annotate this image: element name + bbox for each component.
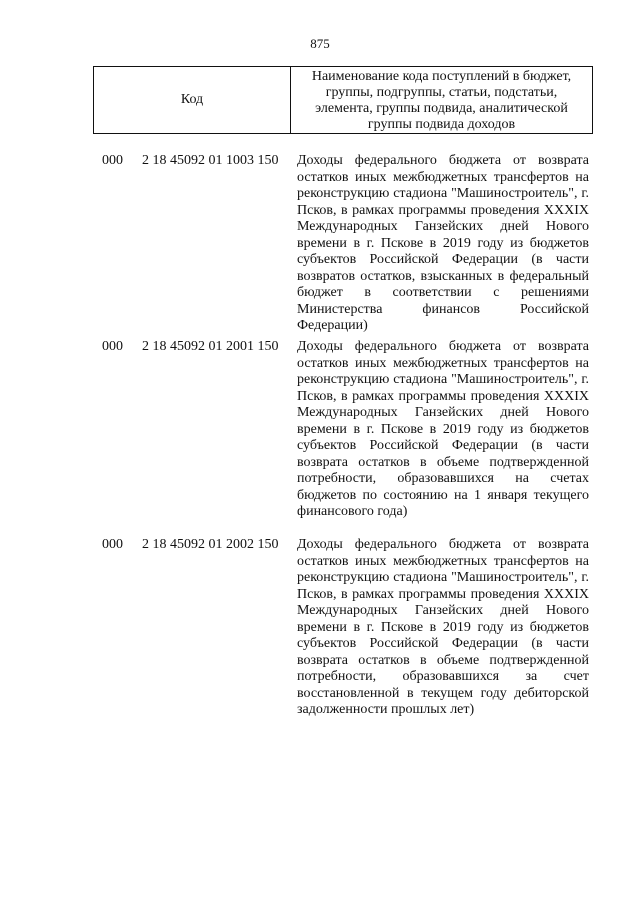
row-description: Доходы федерального бюджета от возврата остатков иных межбюджетных трансфертов на реконструкцию стадиона "Машиностроитель", г. Псков, в рамках программы проведения XXXIX Международных Ганзейских дней Нового времени в г. Пскове в 2019 году из бюджетов субъектов Российской Федерации (в части возврата остатков в объеме подтвержденной потребности, образовавшихся на счетах бюджетов по состоянию на 1 января текущего финансового года) — [297, 339, 589, 519]
row-admin-code: 000 — [102, 339, 123, 354]
page-number: 875 — [310, 36, 330, 51]
row-admin-code: 000 — [102, 537, 123, 552]
table-header — [93, 66, 593, 134]
row-income-code: 2 18 45092 01 2001 150 — [142, 339, 279, 354]
header-name-column: Наименование кода поступлений в бюджет, группы, подгруппы, статьи, подстатьи, элемента, группы подвида, аналитической группы подвида доходов — [311, 69, 572, 132]
row-admin-code: 000 — [102, 153, 123, 168]
row-description: Доходы федерального бюджета от возврата остатков иных межбюджетных трансфертов на реконструкцию стадиона "Машиностроитель", г. Псков, в рамках программы проведения XXXIX Международных Ганзейских дней Нового времени в г. Пскове в 2019 году из бюджетов субъектов Российской Федерации (в части возврата остатков в объеме подтвержденной потребности, образовавшихся за счет восстановленной в текущем году дебиторской задолженности прошлых лет) — [297, 537, 589, 717]
header-code-column: Код — [94, 67, 291, 133]
row-description: Доходы федерального бюджета от возврата остатков иных межбюджетных трансфертов на реконструкцию стадиона "Машиностроитель", г. Псков, в рамках программы проведения XXXIX Международных Ганзейских дней Нового времени в г. Пскове в 2019 году из бюджетов субъектов Российской Федерации (в части возвратов остатков, взысканных в федеральный бюджет в соответствии с решениями Министерства финансов Российской Федерации) — [297, 153, 589, 333]
row-income-code: 2 18 45092 01 2002 150 — [142, 537, 279, 552]
row-income-code: 2 18 45092 01 1003 150 — [142, 153, 279, 168]
